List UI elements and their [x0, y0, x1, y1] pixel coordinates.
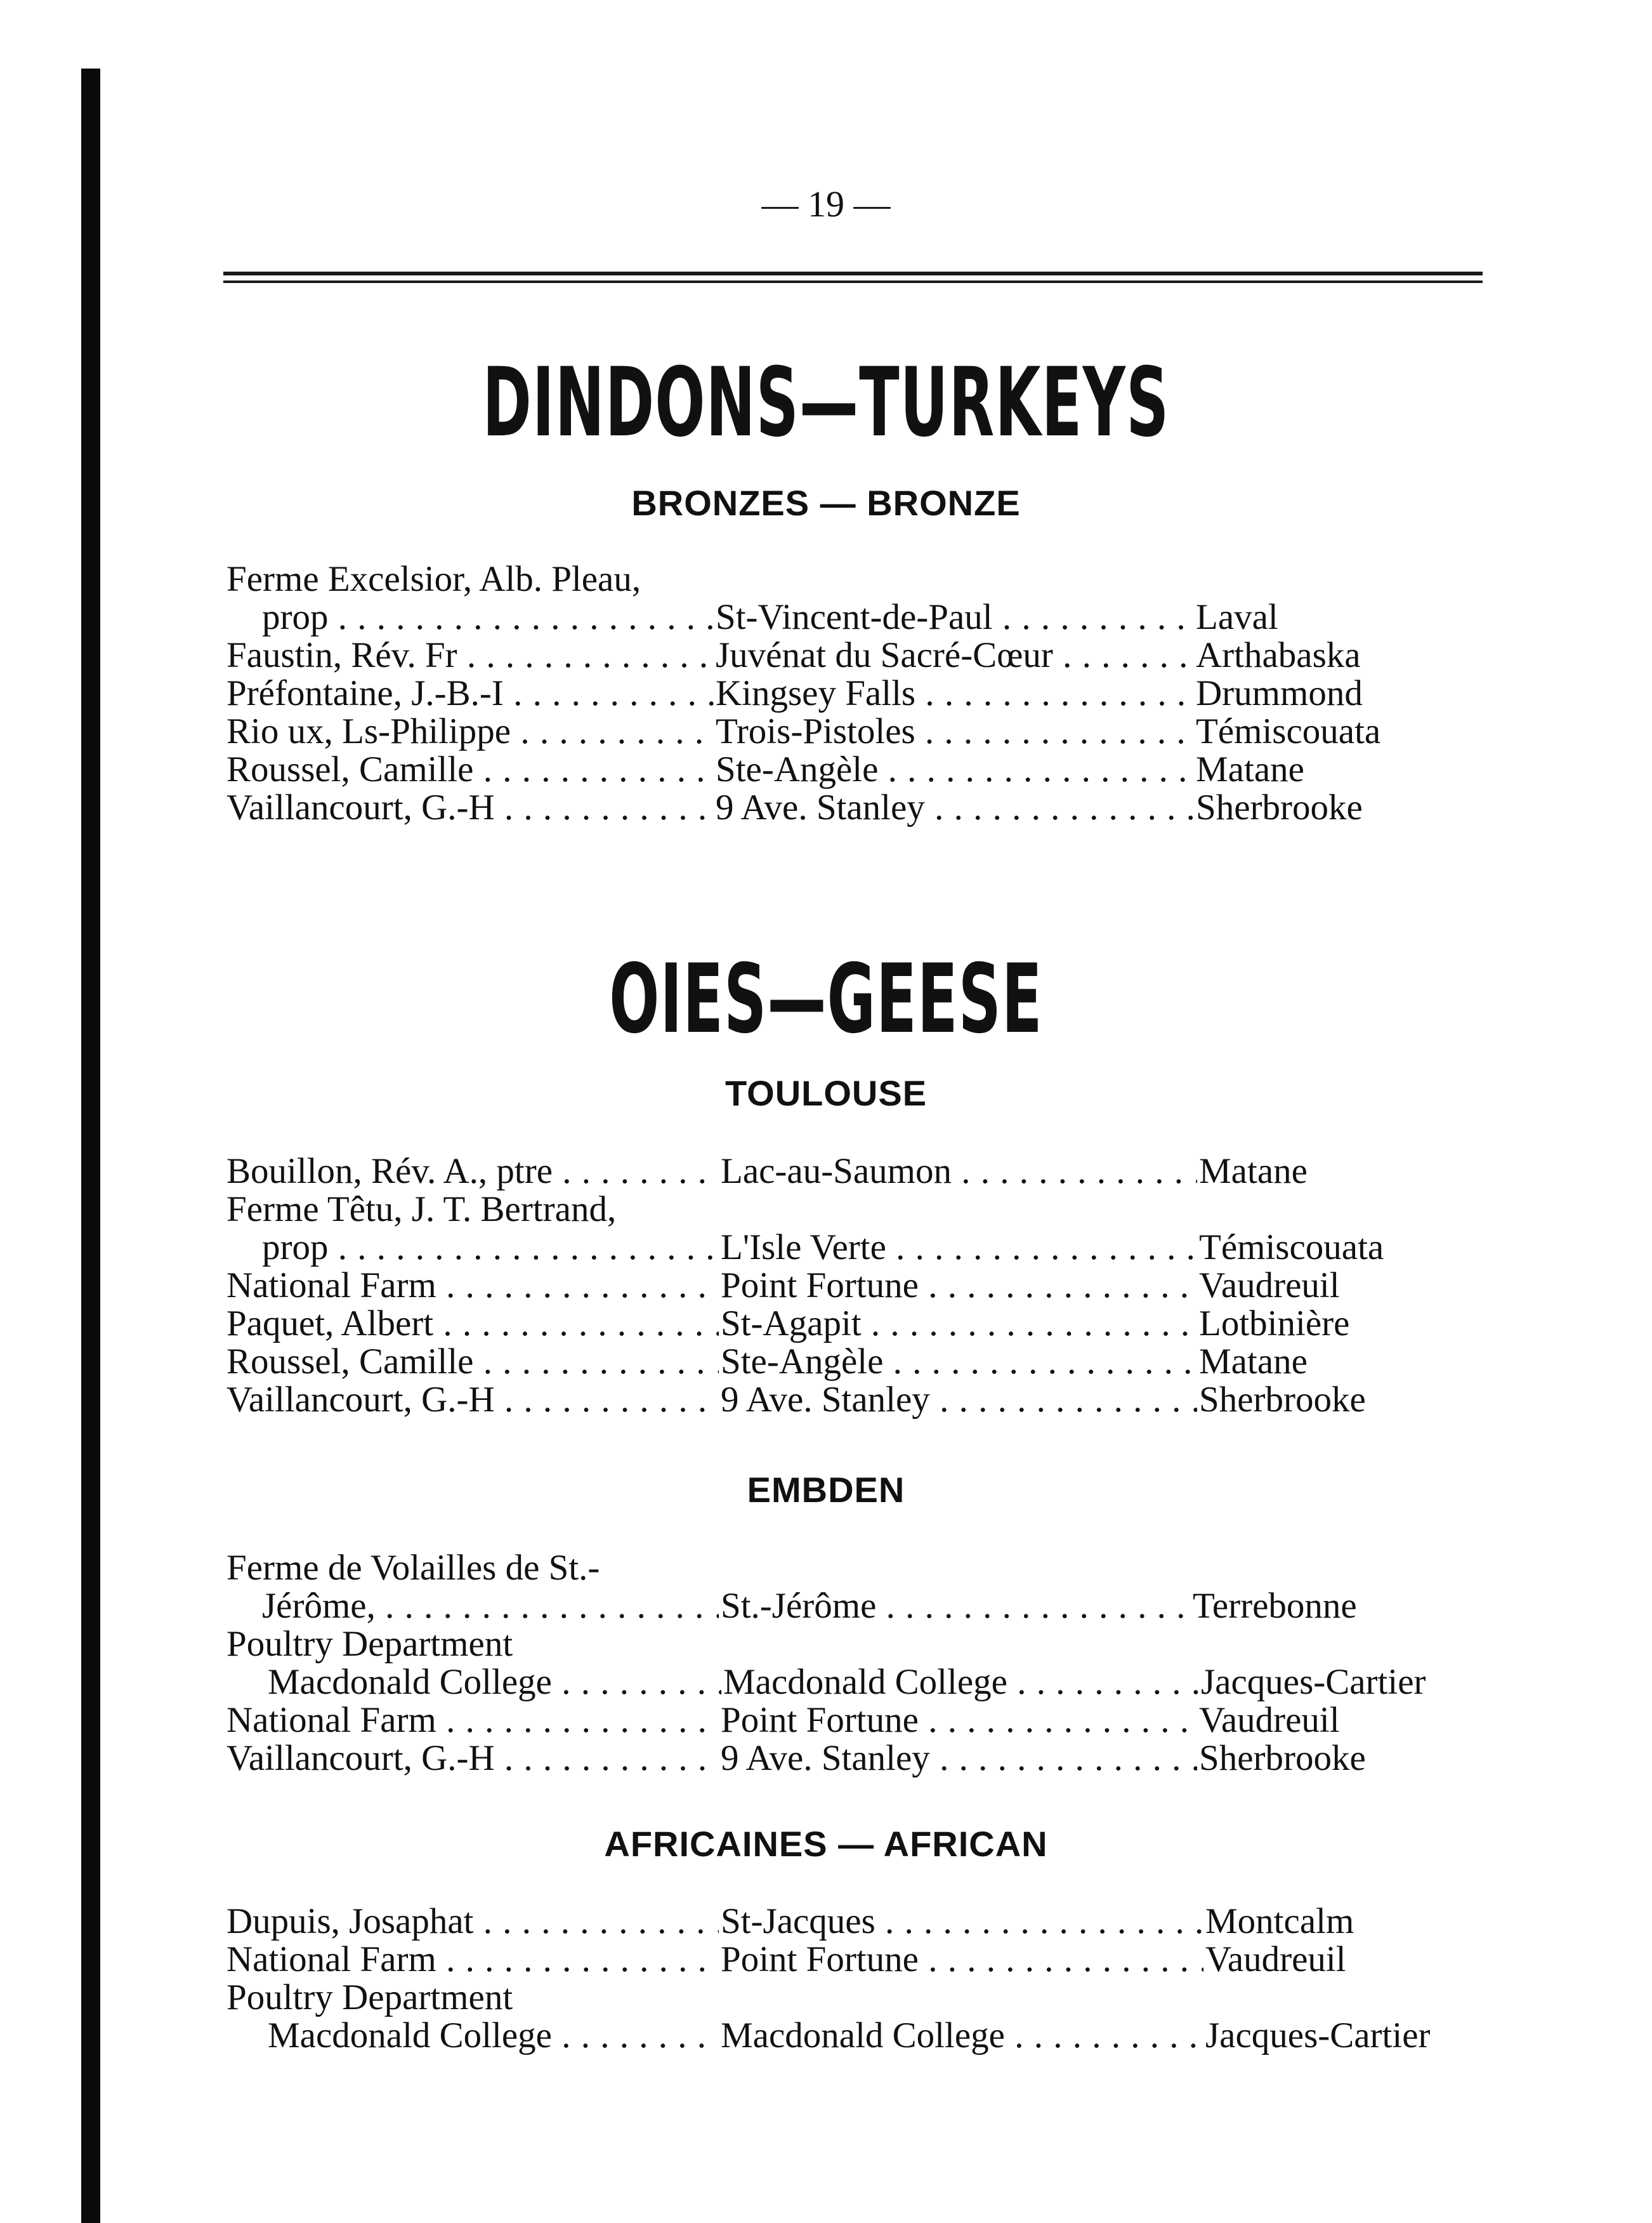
breeder-name: Faustin, Rév. Fr . . .: [226, 636, 714, 675]
breeder-name: National Farm . . .: [226, 1701, 719, 1740]
list-item: [0, 1586, 1652, 1626]
breeder-place: St-Agapit . . .: [721, 1304, 1197, 1343]
breeder-name-cont: Macdonald College . . .: [268, 1663, 721, 1702]
list-item: [0, 1304, 1652, 1343]
list-item: [0, 1701, 1652, 1740]
breeder-name: Ferme Excelsior, Alb. Pleau,: [226, 560, 641, 599]
breeder-place: St-Vincent-de-Paul . . .: [716, 598, 1193, 637]
breeder-county: Laval: [1196, 598, 1278, 637]
list-item: [0, 598, 1652, 637]
breeder-place: 9 Ave. Stanley . . .: [721, 1380, 1197, 1420]
breeder-county: Matane: [1199, 1152, 1308, 1191]
breeder-place: St.-Jérôme . . .: [721, 1586, 1191, 1626]
breeder-name: Préfontaine, J.-B.-I . . .: [226, 674, 714, 713]
breeder-name: Vaillancourt, G.-H . . .: [226, 1739, 719, 1778]
breeder-place: Ste-Angèle . . .: [721, 1342, 1197, 1382]
subheading-toulouse: TOULOUSE: [724, 1073, 928, 1113]
page-binding-edge: [81, 69, 100, 2223]
list-item: [0, 2016, 1652, 2055]
list-item: [0, 1940, 1652, 1979]
breeder-name: Rio ux, Ls-Philippe . . .: [226, 712, 714, 751]
breeder-county: Vaudreuil: [1199, 1701, 1340, 1740]
breeder-county: Témiscouata: [1199, 1228, 1384, 1267]
page-number: — 19 —: [761, 183, 891, 225]
breeder-place: Point Fortune . . .: [721, 1701, 1197, 1740]
breeder-place: 9 Ave. Stanley . . .: [721, 1739, 1197, 1778]
breeder-place: 9 Ave. Stanley . . .: [716, 788, 1193, 828]
list-item: [0, 1548, 1652, 1588]
breeder-place: Macdonald College . . .: [721, 2016, 1203, 2055]
breeder-county: Montcalm: [1205, 1902, 1354, 1941]
breeder-name: Dupuis, Josaphat . . .: [226, 1902, 719, 1941]
list-item: [0, 712, 1652, 751]
breeder-name: Poultry Department: [226, 1625, 513, 1664]
list-item: [0, 1342, 1652, 1382]
breeder-name: National Farm . . .: [226, 1940, 719, 1979]
breeder-name: Paquet, Albert . . .: [226, 1304, 719, 1343]
subheading-bronze: BRONZES — BRONZE: [631, 483, 1021, 523]
breeder-place: Macdonald College . . .: [723, 1663, 1199, 1702]
list-item: [0, 1152, 1652, 1191]
list-item: [0, 788, 1652, 828]
list-item: [0, 674, 1652, 713]
breeder-name: National Farm . . .: [226, 1266, 719, 1305]
breeder-place: Lac-au-Saumon . . .: [721, 1152, 1197, 1191]
breeder-name-cont: Jérôme, . . .: [262, 1586, 719, 1626]
breeder-name-cont: prop . . .: [262, 1228, 719, 1267]
list-item: [0, 1266, 1652, 1305]
breeder-county: Terrebonne: [1193, 1586, 1357, 1626]
breeder-place: Juvénat du Sacré-Cœur . . .: [716, 636, 1193, 675]
subheading-african: AFRICAINES — AFRICAN: [604, 1824, 1048, 1864]
breeder-name-cont: Macdonald College . . .: [268, 2016, 719, 2055]
breeder-name: Poultry Department: [226, 1978, 513, 2017]
breeder-place: L'Isle Verte . . .: [721, 1228, 1197, 1267]
breeder-county: Sherbrooke: [1196, 788, 1363, 828]
breeder-name-cont: prop . . .: [262, 598, 714, 637]
section-title-geese: OIES—GEESE: [609, 944, 1043, 1055]
header-rule-bottom: [223, 280, 1483, 283]
breeder-name: Ferme de Volailles de St.-: [226, 1548, 600, 1588]
breeder-county: Jacques-Cartier: [1205, 2016, 1431, 2055]
breeder-county: Sherbrooke: [1199, 1380, 1366, 1420]
list-item: [0, 1228, 1652, 1267]
section-title-turkeys: DINDONS—TURKEYS: [482, 348, 1170, 458]
list-item: [0, 1663, 1652, 1702]
breeder-county: Sherbrooke: [1199, 1739, 1366, 1778]
breeder-name: Vaillancourt, G.-H . . .: [226, 788, 714, 828]
breeder-county: Matane: [1196, 750, 1304, 789]
breeder-place: Point Fortune . . .: [721, 1266, 1197, 1305]
breeder-name: Bouillon, Rév. A., ptre . . .: [226, 1152, 719, 1191]
breeder-place: Trois-Pistoles . . .: [716, 712, 1193, 751]
subheading-embden: EMBDEN: [747, 1470, 905, 1510]
breeder-county: Jacques-Cartier: [1201, 1663, 1426, 1702]
list-item: [0, 1902, 1652, 1941]
breeder-county: Vaudreuil: [1205, 1940, 1346, 1979]
breeder-place: St-Jacques . . .: [721, 1902, 1203, 1941]
breeder-county: Drummond: [1196, 674, 1363, 713]
list-item: [0, 560, 1652, 599]
breeder-county: Lotbinière: [1199, 1304, 1350, 1343]
breeder-county: Vaudreuil: [1199, 1266, 1340, 1305]
breeder-name: Roussel, Camille . . .: [226, 750, 714, 789]
breeder-county: Arthabaska: [1196, 636, 1361, 675]
breeder-place: Point Fortune . . .: [721, 1940, 1203, 1979]
list-item: [0, 1190, 1652, 1229]
breeder-county: Matane: [1199, 1342, 1308, 1382]
list-item: [0, 1625, 1652, 1664]
breeder-name: Roussel, Camille . . .: [226, 1342, 719, 1382]
breeder-place: Kingsey Falls . . .: [716, 674, 1193, 713]
list-item: [0, 636, 1652, 675]
breeder-name: Vaillancourt, G.-H . . .: [226, 1380, 719, 1420]
breeder-place: Ste-Angèle . . .: [716, 750, 1193, 789]
list-item: [0, 750, 1652, 789]
list-item: [0, 1739, 1652, 1778]
header-rule-top: [223, 272, 1483, 275]
list-item: [0, 1978, 1652, 2017]
breeder-name: Ferme Têtu, J. T. Bertrand,: [226, 1190, 617, 1229]
list-item: [0, 1380, 1652, 1420]
breeder-county: Témiscouata: [1196, 712, 1381, 751]
